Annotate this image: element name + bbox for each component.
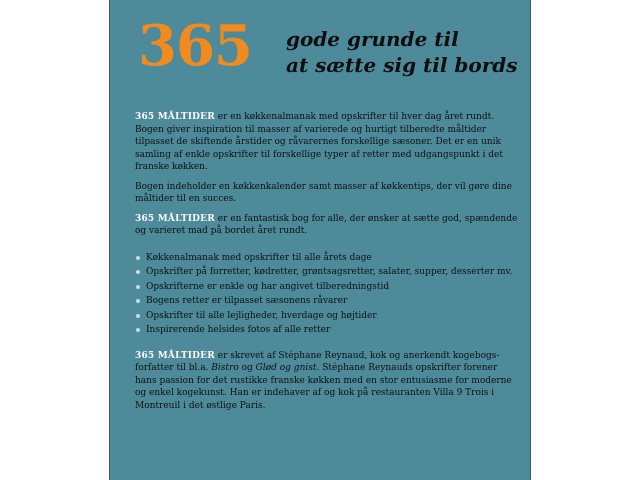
author-text: er skrevet af Stéphane Reynaud, kok og anerkendt kogebogs-forfatter til bl.a. — [135, 350, 500, 373]
book-title-glod-og-gnist: Glød og gnist — [255, 363, 317, 373]
bullet-icon — [136, 299, 140, 303]
tagline-line-2: at sætte sig til bords — [286, 53, 518, 77]
list-item-text: Bogens retter er tilpasset sæsonens råvarer — [146, 296, 348, 306]
audience-text: er en fantastisk bog for alle, der ønsker at sætte god, spændende og varieret mad på bordet året rundt. — [135, 213, 518, 236]
brand-highlight: 365 MÅLTIDER — [135, 112, 215, 122]
list-item — [135, 295, 520, 308]
list-item — [135, 281, 520, 294]
list-item — [135, 310, 520, 323]
bullet-icon — [136, 256, 140, 260]
list-item — [135, 324, 520, 337]
description-body — [135, 111, 520, 419]
feature-list — [135, 252, 520, 337]
calendar-paragraph: Bogen indeholder en køkkenkalender samt masser af køkkentips, der vil gøre dine måltider til en succes. — [135, 181, 512, 204]
list-item-text: Opskrifter til alle lejligheder, hverdage og højtider — [146, 310, 377, 321]
list-item-text: Opskrifter på forretter, kødretter, grøntsagsretter, salater, supper, desserter mv. — [146, 267, 513, 277]
list-item-text: Inspirerende helsides fotos af alle retter — [146, 325, 331, 335]
bullet-icon — [136, 328, 140, 332]
title-number: 365 — [138, 13, 252, 79]
book-back-cover — [109, 0, 531, 480]
brand-highlight: 365 MÅLTIDER — [135, 350, 215, 361]
list-item — [135, 252, 520, 265]
audience-paragraph — [135, 213, 520, 238]
tagline-line-1: gode grunde til — [286, 27, 459, 51]
list-item-text: Køkkenalmanak med opskrifter til alle årets dage — [146, 252, 372, 263]
author-paragraph — [135, 350, 520, 413]
intro-paragraph — [135, 111, 520, 174]
brand-highlight: 365 MÅLTIDER — [135, 213, 215, 224]
bullet-icon — [136, 314, 140, 318]
book-title-bistro: Bistro — [211, 363, 239, 373]
author-text: og — [238, 363, 256, 373]
author-text: . Stéphane Reynauds opskrifter forener hans passion for det rustikke franske køkken med en stor entusiasme for moderne og enkel kogekunst. Han er indehaver af og kok på restauranten Villa 9 Trois i Montreuil i det østlige Paris. — [135, 363, 512, 411]
list-item — [135, 266, 520, 279]
bullet-icon — [136, 270, 140, 274]
bullet-icon — [136, 285, 140, 289]
intro-text: er en køkkenalmanak med opskrifter til hver dag året rundt. Bogen giver inspiration til masser af varierede og hurtigt tilberedte måltider tilpasset de skiftende årstider og råvarernes forskellige sæsoner. Det er en unik samling af enkle opskrifter til forskellige typer af retter med udgangspunkt i det franske køkken. — [135, 112, 503, 172]
list-item-text: Opskrifterne er enkle og har angivet tilberedningstid — [146, 281, 390, 292]
tagline — [286, 26, 518, 78]
